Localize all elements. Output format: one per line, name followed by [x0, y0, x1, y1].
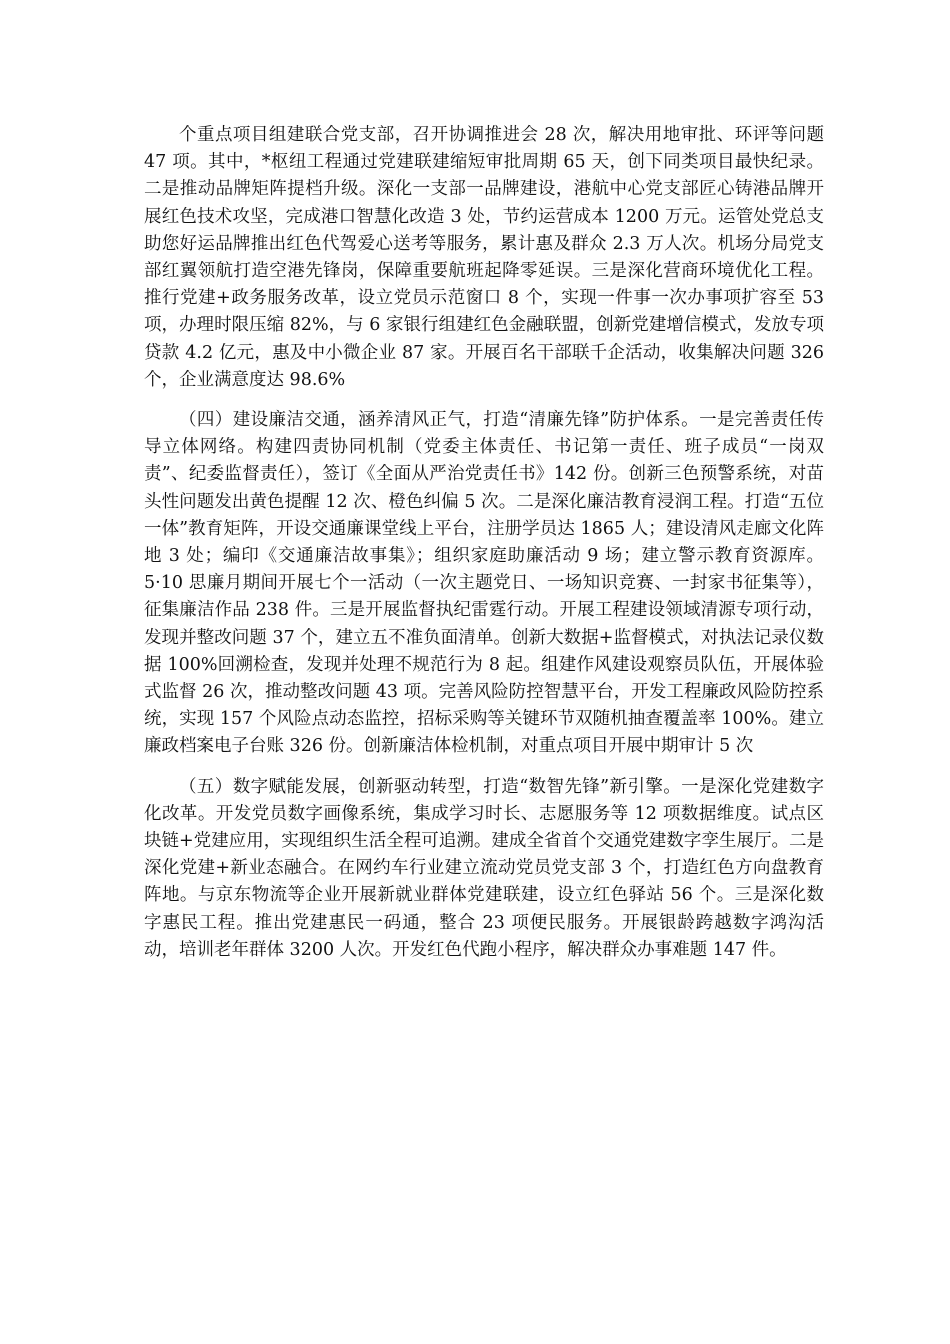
paragraph-digital-empowerment: （五）数字赋能发展，创新驱动转型，打造“数智先锋”新引擎。一是深化党建数字化改革。开发党员数字画像系统，集成学习时长、志愿服务等 12 项数据维度。试点区块链+党建应用，实现组织生活全程可追溯。建成全省首个交通党建数字孪生展厅。二是深化党建+新业态融合。在网约车行业建立流动党员党支部 3 个，打造红色方向盘教育阵地。与京东物流等企业开展新就业群体党建联建，设立红色驿站 56 个。三是深化数字惠民工程。推出党建惠民一码通，整合 23 项便民服务。开展银龄跨越数字鸿沟活动，培训老年群体 3200 人次。开发红色代跑小程序，解决群众办事难题 147 件。: [144, 776, 824, 960]
paragraph-clean-transport: （四）建设廉洁交通，涵养清风正气，打造“清廉先锋”防护体系。一是完善责任传导立体网络。构建四责协同机制（党委主体责任、书记第一责任、班子成员“一岗双责”、纪委监督责任），签订《全面从严治党责任书》142 份。创新三色预警系统，对苗头性问题发出黄色提醒 12 次、橙色纠偏 5 次。二是深化廉洁教育浸润工程。打造“五位一体”教育矩阵，开设交通廉课堂线上平台，注册学员达 1865 人；建设清风走廊文化阵地 3 处；编印《交通廉洁故事集》；组织家庭助廉活动 9 场；建立警示教育资源库。5·10 思廉月期间开展七个一活动（一次主题党日、一场知识竞赛、一封家书征集等），征集廉洁作品 238 件。三是开展监督执纪雷霆行动。开展工程建设领域清源专项行动，发现并整改问题 37 个，建立五不准负面清单。创新大数据+监督模式，对执法记录仪数据 100%回溯检查，发现并处理不规范行为 8 起。组建作风建设观察员队伍，开展体验式监督 26 次，推动整改问题 43 项。完善风险防控智慧平台，开发工程廉政风险防控系统，实现 157 个风险点动态监控，招标采购等关键环节双随机抽查覆盖率 100%。建立廉政档案电子台账 326 份。创新廉洁体检机制，对重点项目开展中期审计 5 次: [144, 410, 824, 757]
paragraph-party-projects: 个重点项目组建联合党支部，召开协调推进会 28 次，解决用地审批、环评等问题 47 项。其中，*枢纽工程通过党建联建缩短审批周期 65 天，创下同类项目最快纪录。二是推动品牌矩阵提档升级。深化一支部一品牌建设，港航中心党支部匠心铸港品牌开展红色技术攻坚，完成港口智慧化改造 3 处，节约运营成本 1200 万元。运管处党总支助您好运品牌推出红色代驾爱心送考等服务，累计惠及群众 2.3 万人次。机场分局党支部红翼领航打造空港先锋岗，保障重要航班起降零延误。三是深化营商环境优化工程。推行党建+政务服务改革，设立党员示范窗口 8 个，实现一件事一次办事项扩容至 53 项，办理时限压缩 82%，与 6 家银行组建红色金融联盟，创新党建增信模式，发放专项贷款 4.2 亿元，惠及中小微企业 87 家。开展百名干部联千企活动，收集解决问题 326 个，企业满意度达 98.6%: [144, 125, 824, 390]
document-body: [144, 122, 824, 977]
